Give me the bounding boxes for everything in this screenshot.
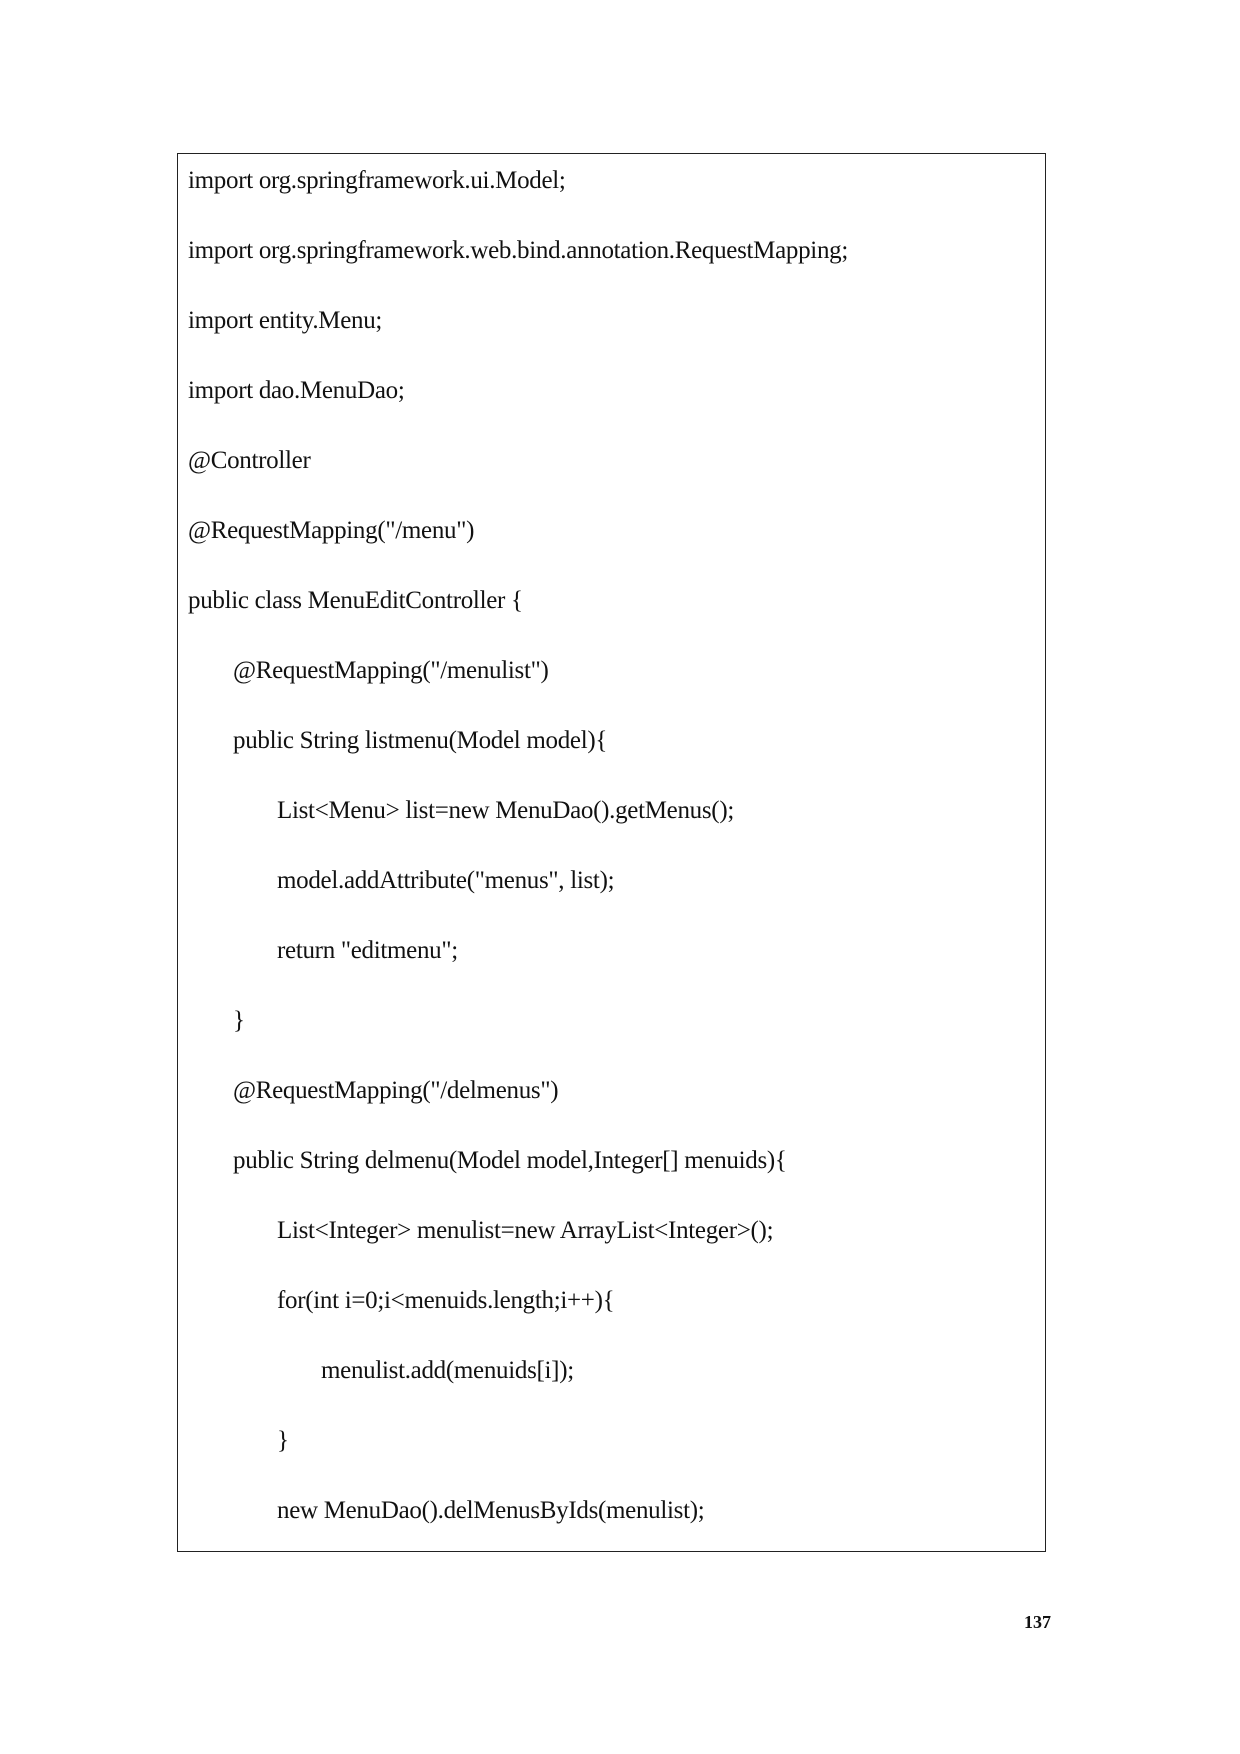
code-line: new MenuDao().delMenusByIds(menulist);	[277, 1497, 705, 1524]
code-line: @RequestMapping("/delmenus")	[233, 1077, 559, 1104]
code-line: menulist.add(menuids[i]);	[321, 1357, 574, 1384]
code-line: return "editmenu";	[277, 937, 458, 964]
page-number: 137	[1024, 1612, 1051, 1632]
code-line: List<Menu> list=new MenuDao().getMenus();	[277, 797, 734, 824]
code-line: import entity.Menu;	[188, 307, 383, 334]
code-line: @RequestMapping("/menu")	[188, 517, 475, 544]
code-line: }	[233, 1007, 245, 1034]
code-line: List<Integer> menulist=new ArrayList<Integer>();	[277, 1217, 774, 1244]
code-line: @RequestMapping("/menulist")	[233, 657, 549, 684]
code-listing-box	[177, 153, 1046, 1552]
code-line: import org.springframework.web.bind.annotation.RequestMapping;	[188, 237, 848, 264]
code-line: model.addAttribute("menus", list);	[277, 867, 615, 894]
code-line: import org.springframework.ui.Model;	[188, 167, 566, 194]
code-line: public String listmenu(Model model){	[233, 727, 608, 754]
code-line: }	[277, 1427, 289, 1454]
code-line: public class MenuEditController {	[188, 587, 523, 614]
code-line: @Controller	[188, 447, 311, 474]
code-line: import dao.MenuDao;	[188, 377, 405, 404]
code-line: for(int i=0;i<menuids.length;i++){	[277, 1287, 615, 1314]
code-line: public String delmenu(Model model,Integer[] menuids){	[233, 1147, 787, 1174]
